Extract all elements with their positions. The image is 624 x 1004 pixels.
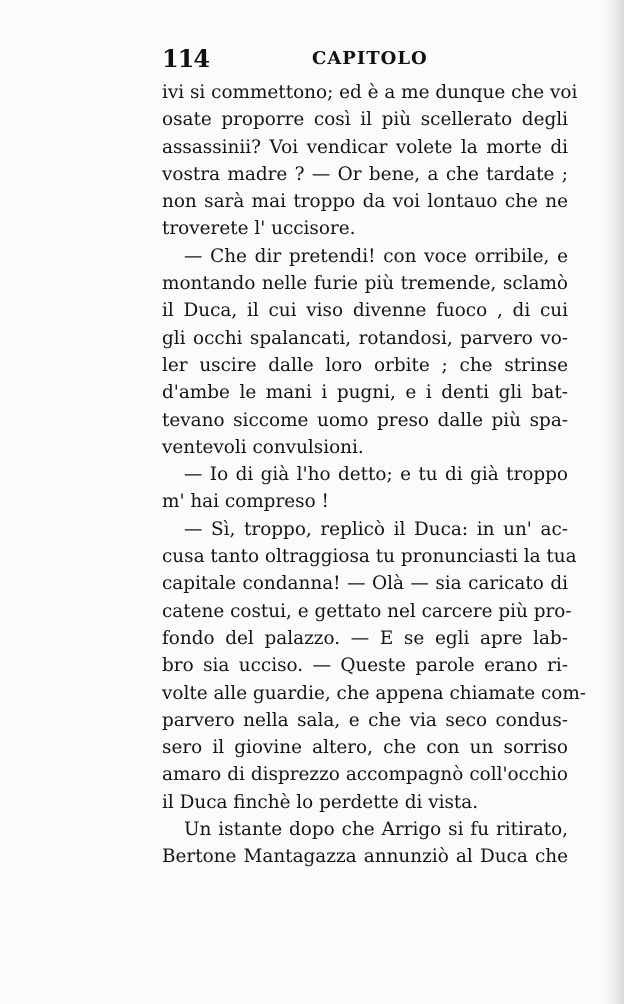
text-line: fondo del palazzo. — E se egli apre lab- bbox=[162, 627, 568, 649]
text-line: montando nelle furie più tremende, sclamò bbox=[162, 273, 568, 295]
text-line: assassinii? Voi vendicar volete la morte di bbox=[162, 136, 568, 158]
text-line: ventevoli convulsioni. bbox=[162, 436, 364, 458]
text-line: sero il giovine altero, che con un sorriso bbox=[162, 737, 568, 759]
text-line: catene costui, e gettato nel carcere più pro- bbox=[162, 600, 572, 622]
text-line: gli occhi spalancati, rotandosi, parvero vo- bbox=[162, 327, 568, 349]
text-line: tevano siccome uomo preso dalle più spa- bbox=[162, 409, 568, 431]
text-line: Un istante dopo che Arrigo si fu ritirato, bbox=[184, 819, 568, 841]
text-line: Bertone Mantagazza annunziò al Duca che bbox=[162, 846, 568, 868]
text-line: osate proporre così il più scellerato degli bbox=[162, 109, 568, 131]
text-line: d'ambe le mani i pugni, e i denti gli bat- bbox=[162, 382, 568, 404]
running-title: CAPITOLO bbox=[312, 48, 428, 69]
text-line: non sarà mai troppo da voi lontauo che ne bbox=[162, 191, 568, 213]
text-line: volte alle guardie, che appena chiamate com- bbox=[162, 682, 586, 704]
text-line: troverete l' uccisore. bbox=[162, 218, 356, 240]
text-line: — Io di già l'ho detto; e tu di già troppo bbox=[184, 464, 568, 486]
text-line: vostra madre ? — Or bene, a che tardate ; bbox=[162, 163, 568, 185]
text-line: m' hai compreso ! bbox=[162, 491, 329, 513]
text-line: amaro di disprezzo accompagnò coll'occhio bbox=[162, 764, 568, 786]
text-line: il Duca finchè lo perdette di vista. bbox=[162, 791, 479, 813]
text-line: parvero nella sala, e che via seco condus- bbox=[162, 709, 568, 731]
text-line: capitale condanna! — Olà — sia caricato di bbox=[162, 573, 568, 595]
text-line: ler uscire dalle loro orbite ; che strinse bbox=[162, 354, 568, 376]
body-text bbox=[162, 79, 586, 871]
text-line: bro sia ucciso. — Queste parole erano ri- bbox=[162, 655, 568, 677]
page-number: 114 bbox=[162, 44, 210, 73]
text-line: — Sì, troppo, replicò il Duca: in un' ac- bbox=[184, 518, 568, 540]
text-line: — Che dir pretendi! con voce orribile, e bbox=[184, 245, 568, 267]
text-line: il Duca, il cui viso divenne fuoco , di cui bbox=[162, 300, 568, 322]
text-line: cusa tanto oltraggiosa tu pronunciasti la tua bbox=[162, 546, 577, 568]
text-line: ivi si commettono; ed è a me dunque che voi bbox=[162, 82, 578, 103]
page-edge-shadow bbox=[602, 0, 624, 1004]
page-header bbox=[162, 44, 567, 78]
